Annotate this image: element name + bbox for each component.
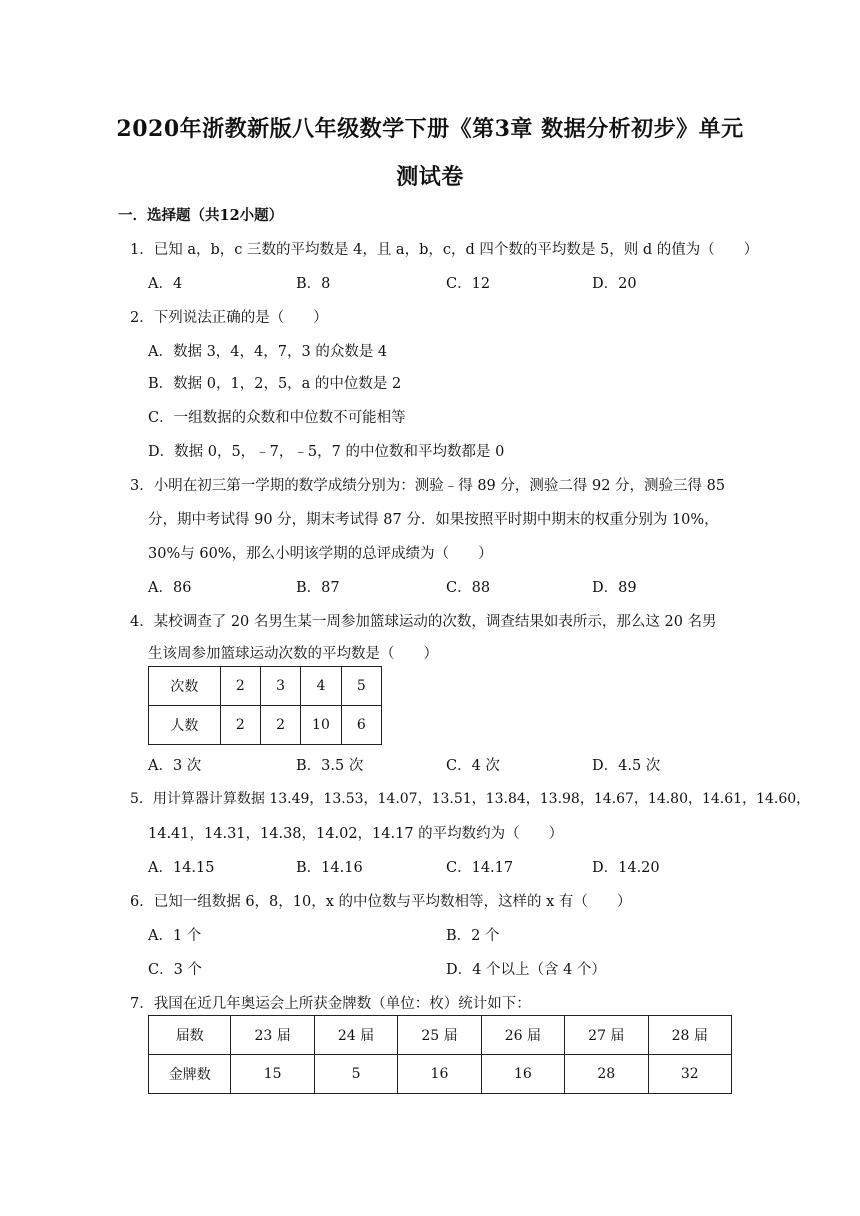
q1-option-a: A．4 — [148, 276, 183, 292]
q4-option-b: B．3.5 次 — [296, 758, 364, 774]
q7-table-cell: 金牌数 — [149, 1055, 231, 1094]
q2-option-d: D．数据 0，5，﹣7，﹣5，7 的中位数和平均数都是 0 — [148, 444, 505, 460]
q7-table-cell: 24 届 — [314, 1016, 397, 1055]
q6-option-d: D．4 个以上（含 4 个） — [446, 962, 606, 978]
q4-table-cell: 2 — [220, 667, 260, 706]
q3-option-c: C．88 — [446, 580, 491, 596]
q7-table-row — [149, 1055, 732, 1094]
q7-table-cell: 16 — [481, 1055, 564, 1094]
q4-table-cell: 人数 — [149, 706, 221, 745]
q4-table — [148, 666, 382, 745]
q7-table-cell: 15 — [231, 1055, 314, 1094]
doc-title-line1: 2020年浙教新版八年级数学下册《第3章 数据分析初步》单元 — [116, 116, 744, 142]
q5-option-b: B．14.16 — [296, 860, 363, 876]
q7-table-cell: 27 届 — [565, 1016, 648, 1055]
q7-table-cell: 28 届 — [648, 1016, 731, 1055]
question-3-line2: 分，期中考试得 90 分，期末考试得 87 分．如果按照平时期中期末的权重分别为 10%， — [148, 512, 719, 528]
q5-option-a: A．14.15 — [148, 860, 215, 876]
q4-table-cell: 5 — [341, 667, 381, 706]
q7-table-cell: 28 — [565, 1055, 648, 1094]
q7-table-cell: 16 — [398, 1055, 481, 1094]
q7-table-row — [149, 1016, 732, 1055]
doc-title-line2: 测试卷 — [396, 164, 464, 190]
q7-table-cell: 23 届 — [231, 1016, 314, 1055]
q4-table-cell: 10 — [301, 706, 341, 745]
q7-table-cell: 26 届 — [481, 1016, 564, 1055]
question-7: 7．我国在近几年奥运会上所获金牌数（单位：枚）统计如下： — [130, 996, 531, 1012]
q4-option-a: A．3 次 — [148, 758, 202, 774]
q4-table-cell: 4 — [301, 667, 341, 706]
q3-option-d: D．89 — [592, 580, 637, 596]
q1-option-c: C．12 — [446, 276, 491, 292]
q1-option-b: B．8 — [296, 276, 331, 292]
q6-option-b: B．2 个 — [446, 928, 500, 944]
question-1: 1．已知 a，b，c 三数的平均数是 4，且 a，b，c，d 四个数的平均数是 5，则 d 的值为（ ） — [130, 242, 759, 258]
question-2: 2．下列说法正确的是（ ） — [130, 310, 328, 326]
q5-option-d: D．14.20 — [592, 860, 660, 876]
question-5-line2: 14.41，14.31，14.38，14.02，14.17 的平均数约为（ ） — [148, 826, 564, 842]
q4-table-cell: 次数 — [149, 667, 221, 706]
q7-table-cell: 25 届 — [398, 1016, 481, 1055]
q6-option-c: C．3 个 — [148, 962, 202, 978]
q2-option-b: B．数据 0，1，2，5，a 的中位数是 2 — [148, 376, 402, 392]
question-3-line1: 3．小明在初三第一学期的数学成绩分别为：测验﹣得 89 分，测验二得 92 分，测验三得 85 — [130, 478, 726, 494]
q4-table-row — [149, 667, 382, 706]
question-4-line1: 4．某校调查了 20 名男生某一周参加篮球运动的次数，调查结果如表所示，那么这 20 名男 — [130, 614, 717, 630]
question-4-line2: 生该周参加篮球运动次数的平均数是（ ） — [148, 646, 438, 662]
question-6: 6．已知一组数据 6，8，10，x 的中位数与平均数相等，这样的 x 有（ ） — [130, 894, 632, 910]
q7-table-cell: 届数 — [149, 1016, 231, 1055]
q7-table-cell: 32 — [648, 1055, 731, 1094]
q4-table-row — [149, 706, 382, 745]
q1-option-d: D．20 — [592, 276, 637, 292]
q4-table-cell: 3 — [260, 667, 300, 706]
q4-table-cell: 2 — [220, 706, 260, 745]
question-3-line3: 30%与 60%，那么小明该学期的总评成绩为（ ） — [148, 546, 493, 562]
q2-option-a: A．数据 3，4，4，7，3 的众数是 4 — [148, 344, 388, 360]
q4-table-cell: 2 — [260, 706, 300, 745]
question-5-line1: 5．用计算器计算数据 13.49，13.53，14.07，13.51，13.84，13.98，14.67，14.80，14.61，14.60， — [130, 791, 811, 807]
q4-option-c: C．4 次 — [446, 758, 500, 774]
q7-table-cell: 5 — [314, 1055, 397, 1094]
q6-option-a: A．1 个 — [148, 928, 202, 944]
q3-option-b: B．87 — [296, 580, 340, 596]
q4-option-d: D．4.5 次 — [592, 758, 661, 774]
q2-option-c: C．一组数据的众数和中位数不可能相等 — [148, 410, 406, 426]
q7-table — [148, 1015, 732, 1094]
q3-option-a: A．86 — [148, 580, 192, 596]
section-heading: 一．选择题（共12小题） — [118, 207, 284, 224]
q5-option-c: C．14.17 — [446, 860, 514, 876]
q4-table-cell: 6 — [341, 706, 381, 745]
